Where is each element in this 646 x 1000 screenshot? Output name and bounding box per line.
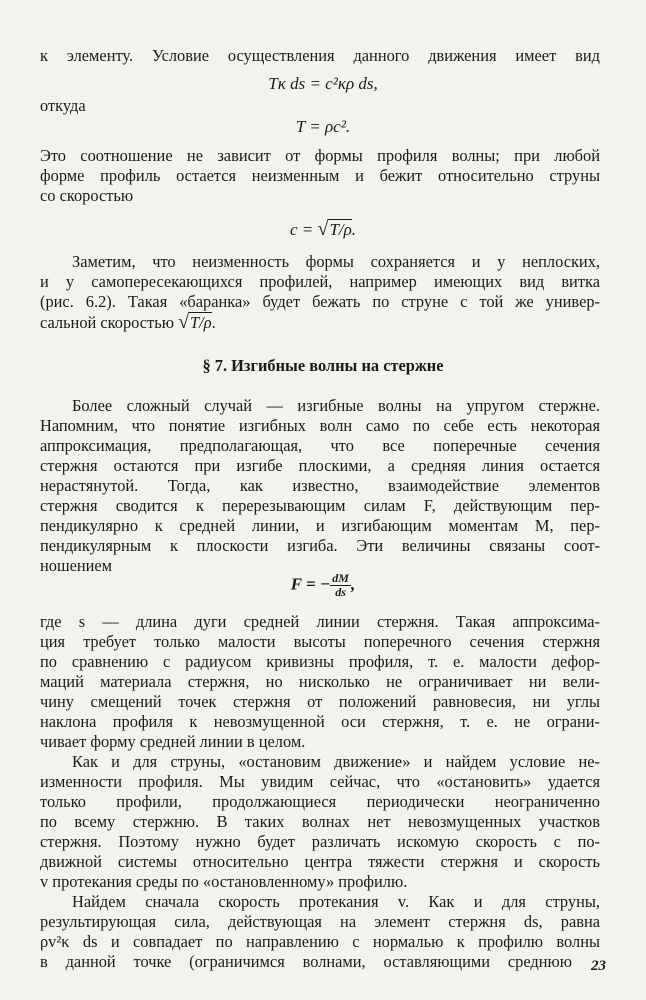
equation-part: . (211, 313, 216, 332)
text-line: к элементу. Условие осуществления данного движения имеет вид (40, 46, 600, 65)
text-line: чивает форму средней линии в целом. (40, 732, 306, 751)
text-line: пендикулярно к средней линии, и изгибающим моментам M, пер- (40, 516, 600, 535)
text-line: нерастянутой. Тогда, как известно, взаимодействие элементов (40, 476, 600, 495)
text-line: по всему стержню. В таких волнах нет невозмущенных участков (40, 812, 600, 831)
text-line: (рис. 6.2). Такая «баранка» будет бежать по струне с той же универ- (40, 292, 600, 311)
equation-wave-speed (0, 218, 646, 241)
text-line: Как и для струны, «остановим движение» и найдем условие не- (72, 752, 600, 771)
equation-shear-force (0, 572, 646, 599)
text-line: и у самопересекающихся профилей, например имеющих вид витка (40, 272, 600, 291)
fraction-denominator: ds (335, 585, 346, 599)
fraction-numerator: dM (332, 571, 349, 585)
text-line: где s — длина дуги средней линии стержня. Такая аппроксима- (40, 612, 600, 631)
text-line: аппроксимация, предполагающая, что все поперечные сечения (40, 436, 600, 455)
text-line: движной системы относительно центра тяжести стержня и скорость (40, 852, 600, 871)
inline-radicand: T/ρ (190, 313, 212, 332)
text-line: по сравнению с радиусом кривизны профиля, т. е. малости дефор- (40, 652, 600, 671)
text-line: со скоростью (40, 186, 134, 205)
text-line: стержня. Поэтому нужно будет различать искомую скорость c по- (40, 832, 600, 851)
text-line: изменности профиля. Мы увидим сейчас, что «остановить» удается (40, 772, 600, 791)
text-line: Заметим, что неизменность формы сохраняется и у неплоских, (72, 252, 600, 271)
text-line: v протекания среды по «остановленному» профилю. (40, 872, 408, 891)
text-line: Напомним, что понятие изгибных волн само по себе есть некоторая (40, 416, 600, 435)
text-line: сальной скоростью (40, 313, 174, 332)
text-line: Это соотношение не зависит от формы профиля волны; при любой (40, 146, 600, 165)
section-heading: § 7. Изгибные волны на стержне (202, 356, 444, 375)
text-line: пендикулярным к плоскости изгиба. Эти величины связаны соот- (40, 536, 600, 555)
text-line: маций материала стержня, но нисколько не ограничивает ни вели- (40, 672, 600, 691)
text-line: результирующая сила, действующая на элемент стержня ds, равна (40, 912, 600, 931)
equation-part: c = (289, 220, 318, 239)
text-line: ношением (40, 556, 113, 575)
text-line: форме профиль остается неизменным и бежит относительно струны (40, 166, 600, 185)
text-line: стержня остаются при изгибе плоскими, а средняя линия остается (40, 456, 600, 475)
text-line: откуда (40, 96, 86, 115)
page-number: 23 (591, 958, 606, 974)
text-line: Более сложный случай — изгибные волны на упругом стержне. (72, 396, 600, 415)
equation-tension: T = ρc². (295, 117, 351, 136)
text-line: чину смещений точек стержня от положений равновесия, ни углы (40, 692, 600, 711)
text-line: только профили, продолжающиеся периодически неограниченно (40, 792, 600, 811)
equation-part: . (351, 220, 357, 239)
radical-sign: √ (178, 311, 190, 333)
equation-string-condition: Tκ ds = c²κρ ds, (268, 74, 378, 93)
fraction (330, 572, 351, 599)
equation-radicand: T/ρ (329, 220, 352, 239)
text-line: Найдем сначала скорость протекания v. Как и для струны, (72, 892, 600, 911)
radical-sign: √ (317, 218, 329, 240)
text-line: в данной точке (ограничимся волнами, оставляющими среднюю (40, 952, 572, 971)
text-line: наклона профиля к невозмущенной оси стержня, т. е. не ограни- (40, 712, 600, 731)
text-line-with-formula (40, 312, 600, 333)
equation-part: F = − (290, 574, 331, 594)
equation-part: , (350, 574, 356, 594)
text-line: ция требует только малости высоты поперечного сечения стержня (40, 632, 600, 651)
text-line: ρv²κ ds и совпадает по направлению с нормалью к профилю волны (40, 932, 600, 951)
text-line: стержня сводится к перерезывающим силам F, действующим пер- (40, 496, 600, 515)
